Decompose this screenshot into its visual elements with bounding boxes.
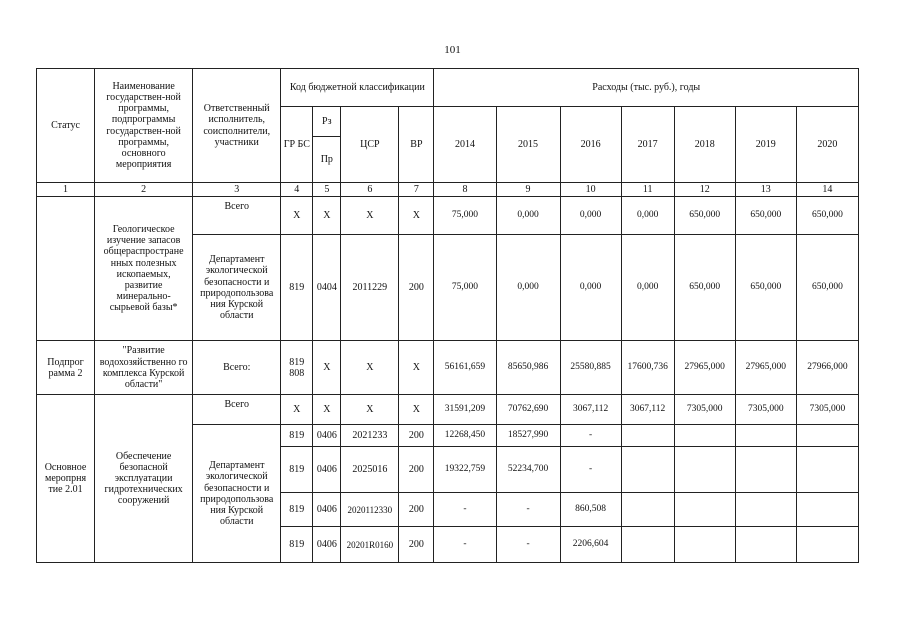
vr-cell: 200	[399, 447, 434, 493]
value-cell: 0,000	[621, 235, 674, 341]
header-year: 2017	[621, 107, 674, 183]
csr-cell: Х	[341, 395, 399, 425]
value-cell: 0,000	[560, 197, 621, 235]
responsible-cell: Всего	[193, 395, 281, 425]
value-cell: 650,000	[796, 197, 858, 235]
value-cell	[735, 447, 796, 493]
grbs-cell: 819	[281, 447, 313, 493]
csr-cell: 2020112330	[341, 493, 399, 527]
value-cell	[735, 425, 796, 447]
column-index: 1	[37, 183, 95, 197]
csr-cell: 2025016	[341, 447, 399, 493]
value-cell: 85650,986	[496, 341, 560, 395]
column-index: 2	[95, 183, 193, 197]
csr-cell: Х	[341, 197, 399, 235]
value-cell: 650,000	[735, 197, 796, 235]
value-cell	[796, 493, 858, 527]
rzpr-cell: Х	[313, 197, 341, 235]
rzpr-cell: Х	[313, 341, 341, 395]
responsible-cell: Всего:	[193, 341, 281, 395]
csr-cell: Х	[341, 341, 399, 395]
value-cell	[735, 527, 796, 563]
header-year: 2018	[674, 107, 735, 183]
value-cell: 17600,736	[621, 341, 674, 395]
header-expenses: Расходы (тыс. руб.), годы	[434, 69, 859, 107]
vr-cell: 200	[399, 493, 434, 527]
vr-cell: Х	[399, 197, 434, 235]
value-cell: 650,000	[674, 235, 735, 341]
value-cell: 12268,450	[434, 425, 496, 447]
grbs-cell: Х	[281, 197, 313, 235]
responsible-cell: Департамент экологической безопасности и природопользова ния Курской области	[193, 235, 281, 341]
header-year: 2015	[496, 107, 560, 183]
csr-cell: 2021233	[341, 425, 399, 447]
budget-table	[36, 68, 859, 563]
header-vr: ВР	[399, 107, 434, 183]
header-name: Наименование государствен-ной программы, подпрограммы государствен-ной программы, основного мероприятия	[95, 69, 193, 183]
column-index: 7	[399, 183, 434, 197]
value-cell	[621, 447, 674, 493]
name-cell: "Развитие водохозяйственно го комплекса Курской области"	[95, 341, 193, 395]
value-cell: 3067,112	[621, 395, 674, 425]
status-cell: Подпрог рамма 2	[37, 341, 95, 395]
page-number: 101	[444, 44, 461, 56]
value-cell: -	[434, 527, 496, 563]
value-cell	[735, 493, 796, 527]
value-cell: 7305,000	[674, 395, 735, 425]
value-cell: 650,000	[674, 197, 735, 235]
value-cell: 3067,112	[560, 395, 621, 425]
value-cell: 2206,604	[560, 527, 621, 563]
grbs-cell: 819	[281, 527, 313, 563]
table-row	[37, 197, 859, 235]
value-cell: 650,000	[796, 235, 858, 341]
value-cell	[796, 527, 858, 563]
header-csr: ЦСР	[341, 107, 399, 183]
value-cell: 0,000	[621, 197, 674, 235]
column-index: 5	[313, 183, 341, 197]
header-responsible: Ответственный исполнитель, соисполнители, участники	[193, 69, 281, 183]
name-cell: Геологическое изучение запасов общераспростране нных полезных ископаемых, развитие минерально-сырьевой базы*	[95, 197, 193, 341]
csr-cell: 20201R0160	[341, 527, 399, 563]
value-cell	[621, 493, 674, 527]
value-cell: 7305,000	[796, 395, 858, 425]
value-cell	[796, 425, 858, 447]
value-cell	[674, 447, 735, 493]
column-index: 3	[193, 183, 281, 197]
value-cell: -	[434, 493, 496, 527]
column-index: 6	[341, 183, 399, 197]
vr-cell: 200	[399, 425, 434, 447]
header-year: 2016	[560, 107, 621, 183]
column-index: 8	[434, 183, 496, 197]
header-status: Статус	[37, 69, 95, 183]
column-index: 11	[621, 183, 674, 197]
value-cell	[674, 425, 735, 447]
column-index: 9	[496, 183, 560, 197]
value-cell: 27965,000	[674, 341, 735, 395]
value-cell	[796, 447, 858, 493]
rzpr-cell: Х	[313, 395, 341, 425]
rzpr-cell: 0404	[313, 235, 341, 341]
table-row	[37, 395, 859, 425]
rzpr-cell: 0406	[313, 425, 341, 447]
value-cell: 19322,759	[434, 447, 496, 493]
name-cell: Обеспечение безопасной эксплуатации гидротехнических сооружений	[95, 395, 193, 563]
vr-cell: Х	[399, 395, 434, 425]
header-year: 2020	[796, 107, 858, 183]
status-cell: Основное меропрня тие 2.01	[37, 395, 95, 563]
value-cell	[674, 493, 735, 527]
value-cell	[621, 527, 674, 563]
column-index: 14	[796, 183, 858, 197]
value-cell: 860,508	[560, 493, 621, 527]
vr-cell: Х	[399, 341, 434, 395]
header-year: 2014	[434, 107, 496, 183]
table-row	[37, 341, 859, 395]
value-cell: 75,000	[434, 235, 496, 341]
status-cell	[37, 197, 95, 341]
column-index: 10	[560, 183, 621, 197]
grbs-cell: Х	[281, 395, 313, 425]
value-cell: 7305,000	[735, 395, 796, 425]
value-cell	[621, 425, 674, 447]
vr-cell: 200	[399, 527, 434, 563]
value-cell: 25580,885	[560, 341, 621, 395]
vr-cell: 200	[399, 235, 434, 341]
header-year: 2019	[735, 107, 796, 183]
responsible-cell: Всего	[193, 197, 281, 235]
grbs-cell: 819 808	[281, 341, 313, 395]
value-cell: 70762,690	[496, 395, 560, 425]
value-cell: 18527,990	[496, 425, 560, 447]
value-cell: 75,000	[434, 197, 496, 235]
value-cell: 31591,209	[434, 395, 496, 425]
rzpr-cell: 0406	[313, 493, 341, 527]
value-cell	[674, 527, 735, 563]
column-index: 4	[281, 183, 313, 197]
value-cell: -	[560, 447, 621, 493]
column-index: 12	[674, 183, 735, 197]
value-cell: 56161,659	[434, 341, 496, 395]
value-cell: 0,000	[560, 235, 621, 341]
value-cell: 650,000	[735, 235, 796, 341]
value-cell: 27965,000	[735, 341, 796, 395]
header-budget-code: Код бюджетной классификации	[281, 69, 434, 107]
rzpr-cell: 0406	[313, 527, 341, 563]
grbs-cell: 819	[281, 235, 313, 341]
value-cell: 27966,000	[796, 341, 858, 395]
header-rz: Рз	[313, 107, 341, 137]
column-index: 13	[735, 183, 796, 197]
header-pr: Пр	[313, 137, 341, 183]
responsible-cell: Департамент экологической безопасности и природопользова ния Курской области	[193, 425, 281, 563]
value-cell: 52234,700	[496, 447, 560, 493]
value-cell: 0,000	[496, 197, 560, 235]
header-grbs: ГР БС	[281, 107, 313, 183]
grbs-cell: 819	[281, 425, 313, 447]
value-cell: -	[496, 493, 560, 527]
grbs-cell: 819	[281, 493, 313, 527]
value-cell: 0,000	[496, 235, 560, 341]
csr-cell: 2011229	[341, 235, 399, 341]
value-cell: -	[496, 527, 560, 563]
value-cell: -	[560, 425, 621, 447]
rzpr-cell: 0406	[313, 447, 341, 493]
